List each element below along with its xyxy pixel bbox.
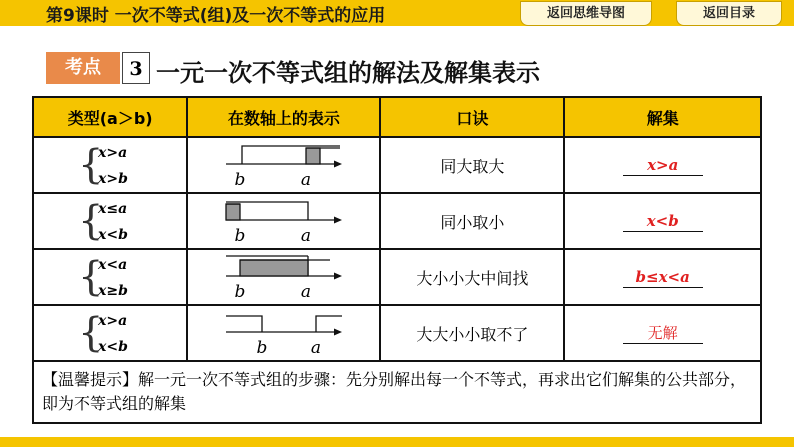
solution-answer: x<b	[623, 211, 703, 232]
point-label-b: b	[234, 170, 246, 188]
inequality-system	[33, 193, 187, 249]
brace-icon: {	[78, 141, 104, 188]
number-line-cell	[187, 193, 380, 249]
top-bar	[0, 0, 794, 26]
number-line-diagram	[224, 250, 344, 300]
table-row	[33, 305, 761, 361]
solution-cell	[564, 305, 761, 361]
section-tag: 考点	[46, 52, 120, 84]
inequality-line-2: x≥b	[98, 282, 128, 299]
back-to-mindmap-button[interactable]: 返回思维导图	[520, 1, 652, 26]
brace-icon: {	[78, 309, 104, 356]
solution-answer: 无解	[623, 323, 703, 344]
bottom-bar	[0, 437, 794, 447]
solution-answer: x>a	[623, 155, 703, 176]
solution-cell	[564, 193, 761, 249]
number-line-cell	[187, 249, 380, 305]
point-label-a: a	[310, 338, 321, 356]
table-header-row	[33, 97, 761, 137]
arrow-icon	[334, 329, 342, 336]
header-type: 类型(a＞b)	[33, 97, 187, 137]
table-row	[33, 193, 761, 249]
inequality-line-2: x<b	[98, 226, 128, 243]
point-label-a: a	[300, 226, 311, 244]
solution-cell	[564, 137, 761, 193]
section-number: 3	[122, 52, 150, 84]
inequality-line-2: x>b	[98, 170, 128, 187]
section-heading: 一元一次不等式组的解法及解集表示	[156, 59, 540, 87]
lesson-title: 第9课时 一次不等式(组)及一次不等式的应用	[46, 6, 386, 26]
number-line-diagram	[224, 194, 344, 244]
inequality-system	[33, 137, 187, 193]
inequality-system	[33, 305, 187, 361]
inequality-line-1: x≤a	[98, 200, 128, 217]
inequality-line-1: x>a	[98, 312, 128, 329]
header-solution: 解集	[564, 97, 761, 137]
inequality-line-1: x>a	[98, 144, 128, 161]
point-label-b: b	[234, 282, 246, 300]
arrow-icon	[334, 217, 342, 224]
header-number-line: 在数轴上的表示	[187, 97, 380, 137]
solution-cell	[564, 249, 761, 305]
rule-cell: 大小小大中间找	[380, 249, 564, 305]
number-line-diagram	[224, 138, 344, 188]
inequality-line-1: x<a	[98, 256, 128, 273]
inequality-line-2: x<b	[98, 338, 128, 355]
point-label-b: b	[234, 226, 246, 244]
tip-row	[33, 361, 761, 423]
point-label-b: b	[256, 338, 268, 356]
rule-cell: 大大小小取不了	[380, 305, 564, 361]
rule-cell: 同小取小	[380, 193, 564, 249]
brace-icon: {	[78, 197, 104, 244]
arrow-icon	[334, 161, 342, 168]
back-to-toc-button[interactable]: 返回目录	[676, 1, 782, 26]
number-line-cell	[187, 305, 380, 361]
brace-icon: {	[78, 253, 104, 300]
number-line-cell	[187, 137, 380, 193]
inequality-system	[33, 249, 187, 305]
table-row	[33, 137, 761, 193]
solution-table	[32, 96, 762, 424]
table-row	[33, 249, 761, 305]
tip-text: 【温馨提示】解一元一次不等式组的步骤：先分别解出每一个不等式，再求出它们解集的公共部分，即为不等式组的解集	[33, 361, 761, 423]
point-label-a: a	[300, 170, 311, 188]
rule-cell: 同大取大	[380, 137, 564, 193]
header-rule: 口诀	[380, 97, 564, 137]
solution-answer: b≤x<a	[623, 267, 703, 288]
arrow-icon	[334, 273, 342, 280]
number-line-diagram	[224, 306, 344, 356]
point-label-a: a	[300, 282, 311, 300]
